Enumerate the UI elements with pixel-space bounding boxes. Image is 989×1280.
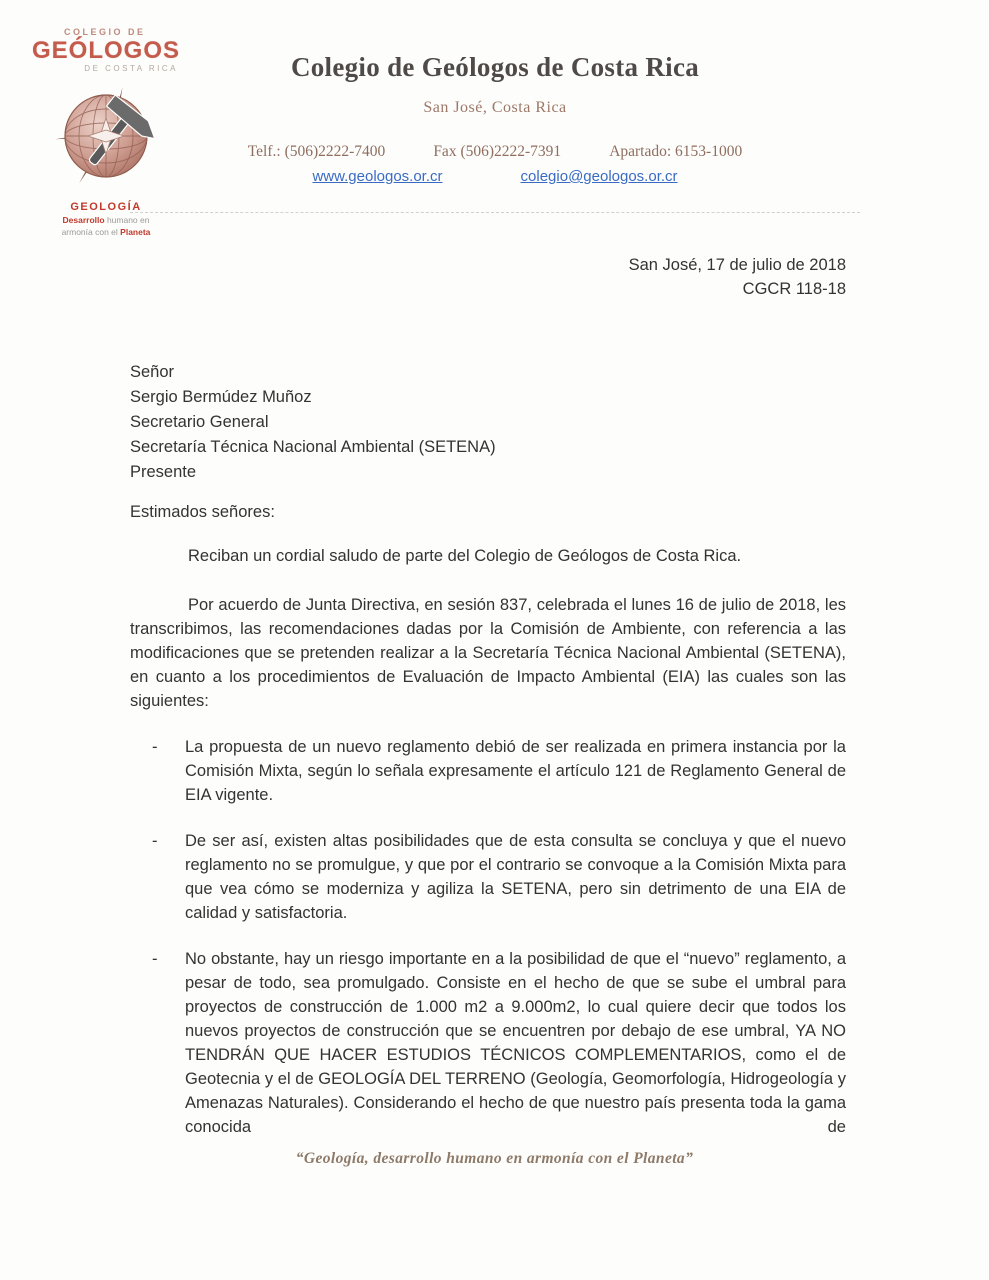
logo-caption-mid2: armonía con el — [61, 226, 118, 237]
recipient-line: Secretario General — [130, 413, 269, 431]
recipient-line: Sergio Bermúdez Muñoz — [130, 388, 312, 406]
dash-marker: - — [152, 738, 158, 756]
bullet-text: No obstante, hay un riesgo importante en a la posibilidad de que el “nuevo” reglamento, a pesar de todo, sea promulgado. Consiste en el hecho de que se sube el umbral para proyectos de construcción de 1.000 m2 a 9.000m2, lo cual quiere decir que todos los nuevos proyectos de construcción que se encuentren por debajo de ese umbral, YA NO TENDRÁN QUE HACER ESTUDIOS TÉCNICOS COMPLEMENTARIOS, como el de Geotecnia y el de GEOLOGÍA DEL TERRENO (Geología, Geomorfología, Hidrogeología y Amenazas Naturales). Considerando el hecho de que nuestro país presenta toda la gama conocida de — [185, 950, 846, 1136]
list-item — [152, 947, 846, 1139]
bullet-text: De ser así, existen altas posibilidades que de esta consulta se concluya y que el nuevo reglamento no se promulgue, y que por el contrario se convoque a la Comisión Mixta para que vea cómo se moderniza y agiliza la SETENA, pero sin detrimento de una EIA de calidad y satisfactoria. — [185, 832, 846, 922]
recipient-line: Señor — [130, 363, 175, 381]
logo-caption-title: GEOLOGÍA — [70, 200, 142, 213]
list-item — [152, 829, 846, 925]
letterhead-divider — [130, 212, 860, 213]
dash-marker: - — [152, 950, 158, 968]
recipient-line: Secretaría Técnica Nacional Ambiental (SETENA) — [130, 438, 496, 456]
logo-caption-word1: Desarrollo — [62, 214, 105, 225]
logo-top-text: COLEGIO DE — [64, 27, 146, 37]
website-link[interactable]: www.geologos.or.cr — [312, 168, 443, 185]
bullet-text: La propuesta de un nuevo reglamento debió de ser realizada en primera instancia por la Comisión Mixta, según lo señala expresamente el artículo 121 de Reglamento General de EIA vigente. — [185, 738, 846, 804]
recipient-block — [130, 360, 496, 485]
organization-location: San José, Costa Rica — [423, 99, 567, 116]
email-link[interactable]: colegio@geologos.or.cr — [520, 168, 678, 185]
paragraph-intro: Por acuerdo de Junta Directiva, en sesión 837, celebrada el lunes 16 de julio de 2018, les transcribimos, las recomendaciones dadas por la Comisión de Ambiente, con referencia a las modificaciones que se pretenden realizar a la Secretaría Técnica Nacional Ambiental (SETENA), en cuanto a los procedimientos de Evaluación de Impacto Ambiental (EIA) las cuales son las siguientes: — [130, 596, 846, 710]
logo-sub-text: DE COSTA RICA — [84, 64, 178, 74]
organization-title: Colegio de Geólogos de Costa Rica — [290, 52, 700, 82]
logo-caption-mid1: humano en — [106, 214, 150, 225]
list-item — [152, 735, 846, 807]
paragraph-greeting: Reciban un cordial saludo de parte del Colegio de Geólogos de Costa Rica. — [188, 547, 742, 565]
recipient-line: Presente — [130, 463, 197, 481]
phone-number: Telf.: (506)2222-7400 — [247, 143, 386, 160]
recommendations-list — [152, 735, 846, 1161]
logo-main-text: GEÓLOGOS — [31, 36, 180, 64]
salutation: Estimados señores: — [130, 503, 275, 521]
letter-reference: CGCR 118-18 — [742, 280, 846, 298]
contact-row — [130, 143, 860, 161]
date-block — [130, 253, 846, 301]
logo-caption-word2: Planeta — [120, 226, 151, 237]
logo-caption — [28, 215, 184, 239]
letter-date: San José, 17 de julio de 2018 — [628, 256, 846, 274]
letterhead — [130, 52, 860, 185]
po-box: Apartado: 6153-1000 — [609, 143, 743, 160]
footer-motto: “Geología, desarrollo humano en armonía con el Planeta” — [295, 1150, 694, 1167]
links-row — [130, 168, 860, 185]
fax-number: Fax (506)2222-7391 — [433, 143, 562, 160]
dash-marker: - — [152, 832, 158, 850]
